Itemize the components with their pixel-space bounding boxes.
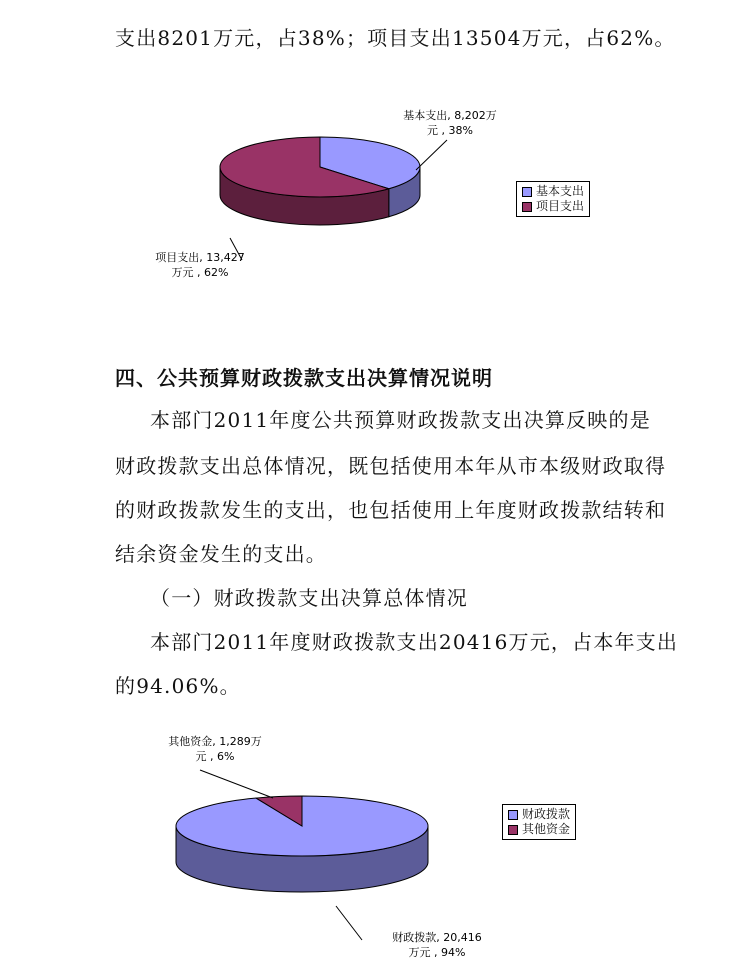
chart-appropriation-vs-other	[0, 730, 750, 970]
paragraph-line: 的94.06%。	[115, 674, 241, 698]
legend-label: 其他资金	[522, 822, 571, 836]
paragraph-line: 本部门2011年度公共预算财政拨款支出决算反映的是	[150, 408, 651, 432]
paragraph-line: 支出8201万元，占38%；项目支出13504万元，占62%。	[115, 26, 676, 50]
subheading: （一）财政拨款支出决算总体情况	[150, 586, 468, 610]
legend-item	[522, 199, 584, 214]
chart-legend	[502, 804, 576, 840]
data-label-other	[140, 734, 290, 764]
data-label-project-line2: 万元 , 62%	[171, 266, 229, 279]
data-label-appropriation-line2: 万元 , 94%	[408, 946, 466, 959]
legend-item	[522, 184, 584, 199]
legend-swatch	[522, 187, 532, 197]
legend-label: 基本支出	[536, 184, 585, 198]
legend-label: 财政拨款	[522, 807, 571, 821]
data-label-other-line2: 元 , 6%	[195, 750, 235, 763]
leader-line	[416, 140, 447, 170]
chart-legend	[516, 181, 590, 217]
data-label-basic-line1: 基本支出, 8,202万	[403, 109, 497, 122]
data-label-other-line1: 其他资金, 1,289万	[168, 735, 262, 748]
paragraph-line: 结余资金发生的支出。	[115, 542, 327, 566]
paragraph-line: 财政拨款支出总体情况，既包括使用本年从市本级财政取得	[115, 454, 667, 478]
legend-item	[508, 807, 570, 822]
data-label-basic	[370, 108, 530, 138]
legend-label: 项目支出	[536, 199, 585, 213]
data-label-basic-line2: 元 , 38%	[427, 124, 473, 137]
chart-basic-vs-project	[0, 100, 750, 300]
paragraph-line: 的财政拨款发生的支出，也包括使用上年度财政拨款结转和	[115, 498, 667, 522]
data-label-project	[125, 250, 275, 280]
legend-item	[508, 822, 570, 837]
legend-swatch	[522, 202, 532, 212]
legend-swatch	[508, 810, 518, 820]
data-label-project-line1: 项目支出, 13,427	[155, 251, 245, 264]
section-heading: 四、公共预算财政拨款支出决算情况说明	[115, 366, 493, 390]
leader-line	[200, 770, 273, 798]
legend-swatch	[508, 825, 518, 835]
leader-line	[336, 906, 362, 940]
paragraph-line: 本部门2011年度财政拨款支出20416万元，占本年支出	[150, 630, 679, 654]
data-label-appropriation	[362, 930, 512, 960]
data-label-appropriation-line1: 财政拨款, 20,416	[392, 931, 482, 944]
